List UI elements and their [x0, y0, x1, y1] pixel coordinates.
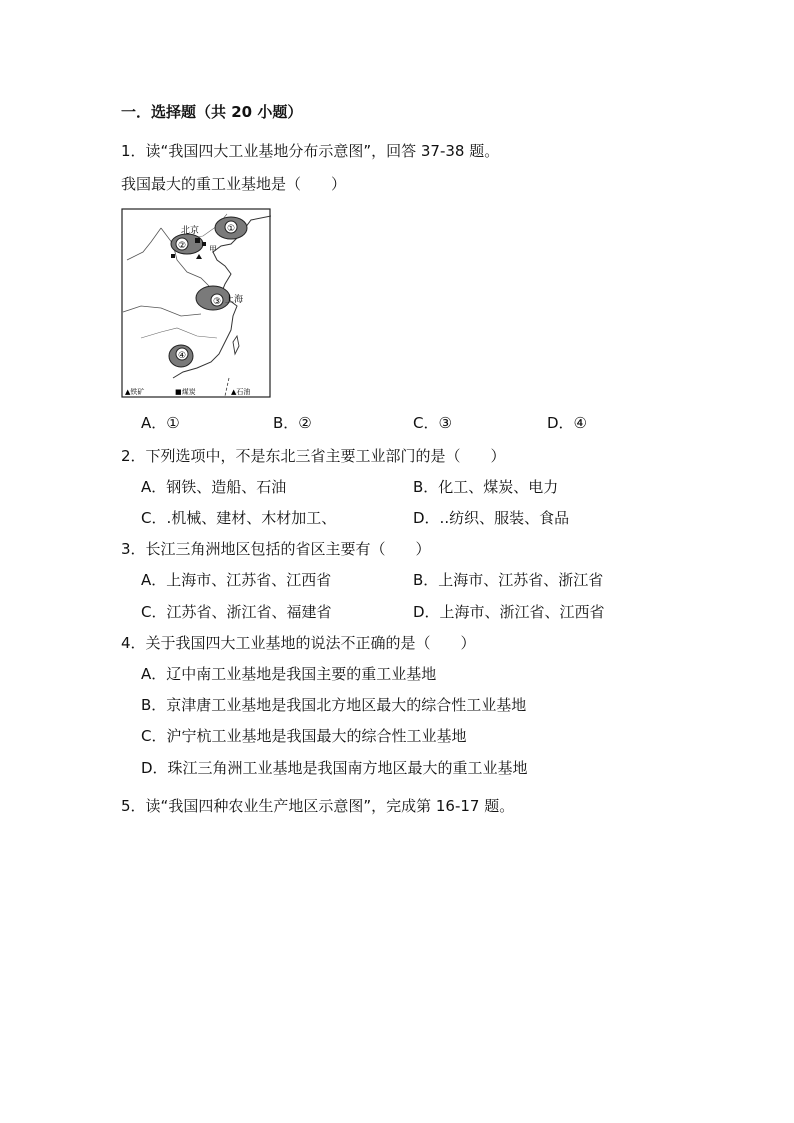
q1-option-a[interactable]: A．① — [141, 414, 180, 432]
beijing-label: 北京 — [181, 226, 200, 236]
legend-iron: ▲铁矿 — [125, 388, 145, 396]
q4-option-d[interactable]: D．珠江三角洲工业基地是我国南方地区最大的重工业基地 — [141, 759, 528, 777]
question-5-stem: 5．读“我国四种农业生产地区示意图”，完成第 16-17 题。 — [121, 797, 515, 815]
q2-option-a[interactable]: A．钢铁、造船、石油 — [141, 478, 287, 496]
question-1-sub: 我国最大的重工业基地是（ ） — [121, 175, 347, 193]
shanghai-label: 上海 — [225, 295, 244, 305]
svg-text:①: ① — [226, 224, 236, 234]
q1-option-b[interactable]: B．② — [273, 414, 312, 432]
svg-text:③: ③ — [212, 297, 222, 307]
question-1-stem: 1．读“我国四大工业基地分布示意图”，回答 37-38 题。 — [121, 142, 500, 160]
legend-coal: ■煤炭 — [175, 388, 196, 396]
industrial-base-map — [121, 208, 271, 398]
svg-text:②: ② — [177, 241, 187, 251]
region-4-marker — [169, 345, 193, 367]
region-1-marker — [215, 217, 247, 239]
q3-option-b[interactable]: B．上海市、江苏省、浙江省 — [413, 571, 604, 589]
question-3-stem: 3．长江三角洲地区包括的省区主要有（ ） — [121, 540, 431, 558]
svg-text:④: ④ — [177, 351, 187, 361]
q4-option-b[interactable]: B．京津唐工业基地是我国北方地区最大的综合性工业基地 — [141, 696, 527, 714]
q2-option-d[interactable]: D．..纺织、服装、食品 — [413, 509, 570, 527]
q3-option-d[interactable]: D．上海市、浙江省、江西省 — [413, 603, 605, 621]
q2-option-b[interactable]: B．化工、煤炭、电力 — [413, 478, 559, 496]
question-4-stem: 4．关于我国四大工业基地的说法不正确的是（ ） — [121, 634, 476, 652]
q3-option-c[interactable]: C．江苏省、浙江省、福建省 — [141, 603, 332, 621]
q2-option-c[interactable]: C．.机械、建材、木材加工、 — [141, 509, 337, 527]
q3-option-a[interactable]: A．上海市、江苏省、江西省 — [141, 571, 332, 589]
q4-option-c[interactable]: C．沪宁杭工业基地是我国最大的综合性工业基地 — [141, 727, 467, 745]
q1-option-d[interactable]: D．④ — [547, 414, 587, 432]
q1-option-c[interactable]: C．③ — [413, 414, 452, 432]
q4-option-a[interactable]: A．辽中南工业基地是我国主要的重工业基地 — [141, 665, 437, 683]
section-title: 一．选择题（共 20 小题） — [121, 103, 303, 121]
jia-label: 甲 — [209, 245, 217, 254]
legend-oil: ▲石油 — [231, 388, 251, 396]
question-2-stem: 2．下列选项中，不是东北三省主要工业部门的是（ ） — [121, 447, 506, 465]
